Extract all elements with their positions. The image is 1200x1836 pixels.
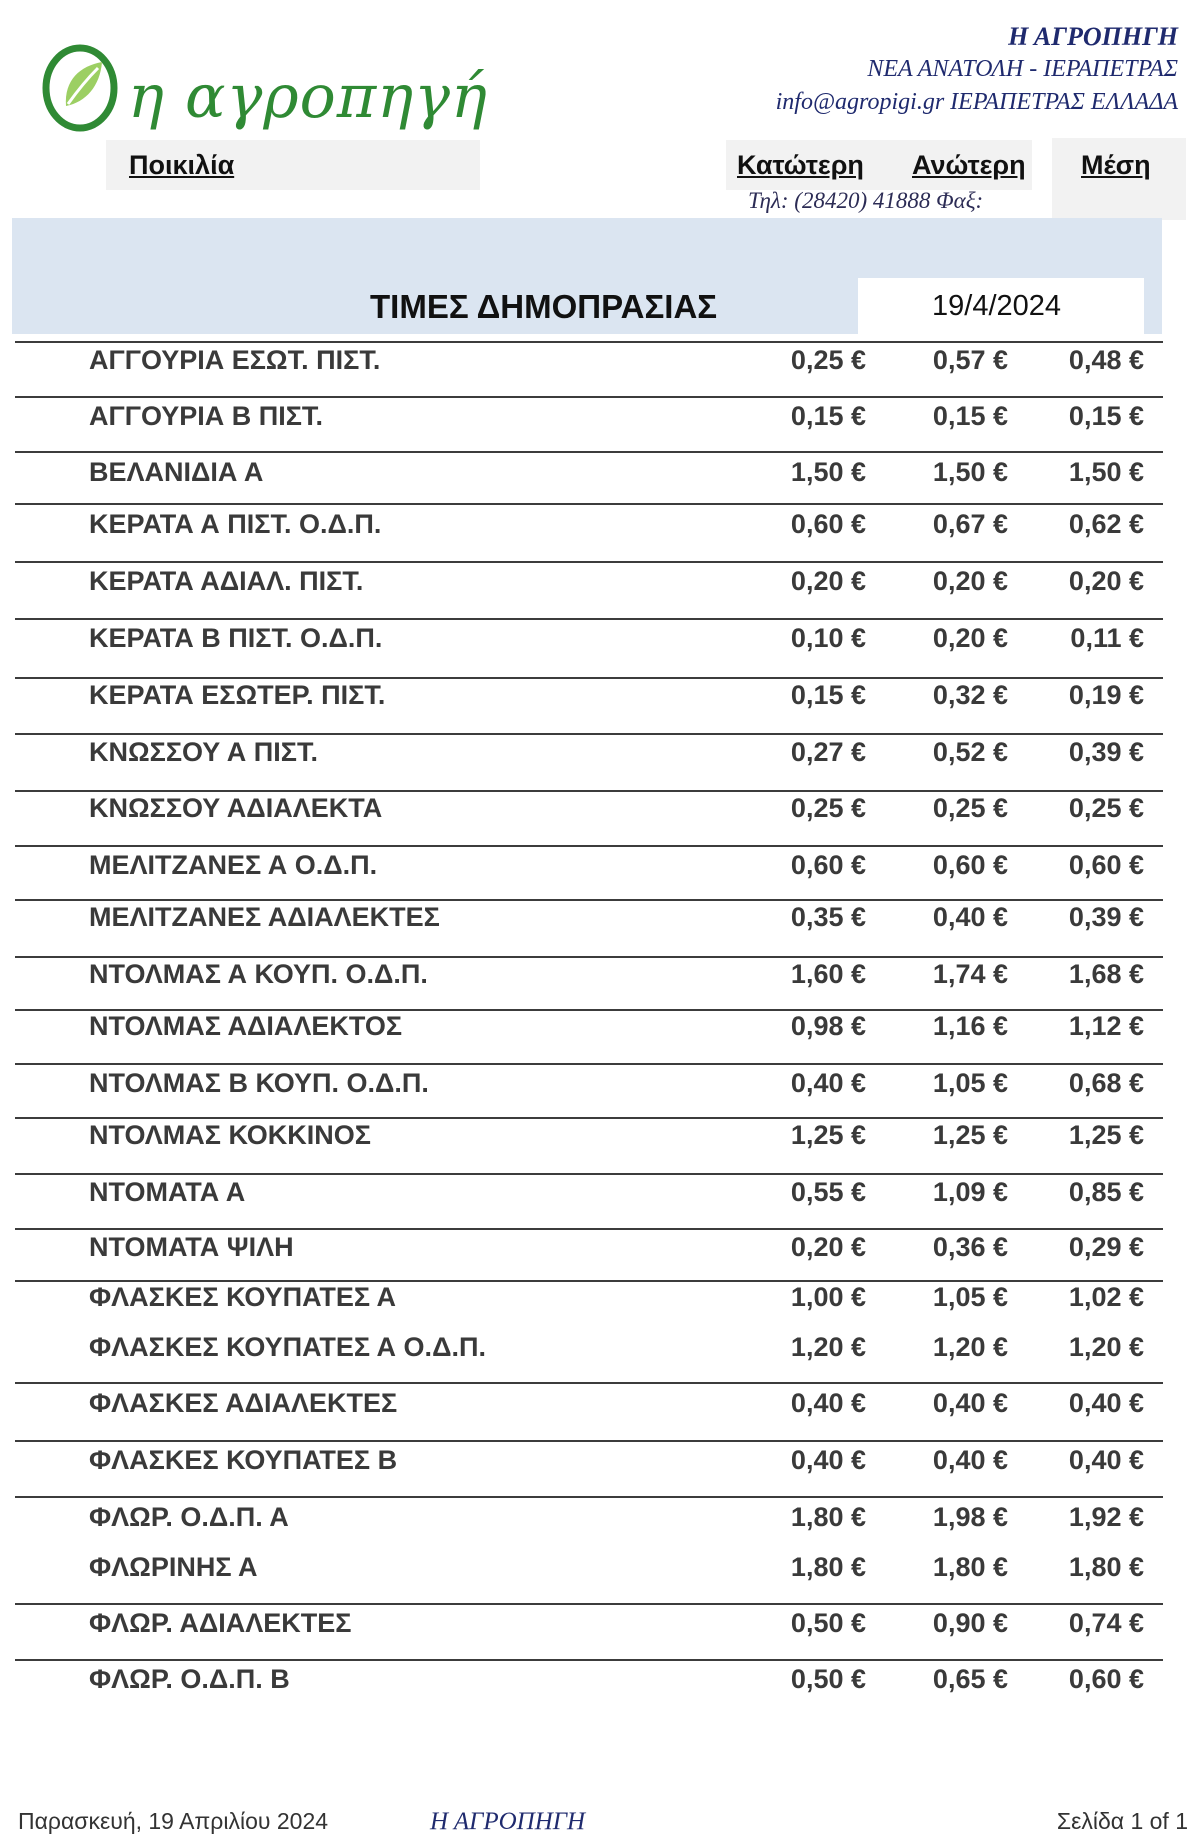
high-price: 1,05 €: [932, 1282, 1008, 1312]
low-price: 0,60 €: [790, 850, 866, 880]
low-price: 0,40 €: [790, 1388, 866, 1418]
variety-name: ΝΤΟΜΑΤΑ ΨΙΛΗ: [89, 1232, 294, 1262]
variety-name: ΚΕΡΑΤΑ Β ΠΙΣΤ. Ο.Δ.Π.: [89, 623, 383, 653]
avg-price: 0,74 €: [1068, 1608, 1144, 1638]
variety-name: ΦΛΩΡ. Ο.Δ.Π. Β: [89, 1664, 290, 1694]
low-price: 0,50 €: [790, 1608, 866, 1638]
variety-name: ΚΝΩΣΣΟΥ Α ΠΙΣΤ.: [89, 737, 319, 767]
table-row: [0, 336, 1200, 384]
variety-name: ΝΤΟΛΜΑΣ ΚΟΚΚΙΝΟΣ: [89, 1120, 371, 1150]
footer-page-number: Σελίδα 1 of 1: [1056, 1808, 1188, 1834]
table-row: [0, 728, 1200, 776]
table-row: [0, 671, 1200, 719]
table-row: [0, 614, 1200, 662]
avg-price: 1,92 €: [1068, 1502, 1144, 1532]
low-price: 1,20 €: [790, 1332, 866, 1362]
low-price: 0,25 €: [790, 793, 866, 823]
variety-name: ΝΤΟΛΜΑΣ Β ΚΟΥΠ. Ο.Δ.Π.: [89, 1068, 429, 1098]
avg-price: 0,85 €: [1068, 1177, 1144, 1207]
column-header-high: Ανώτερη: [912, 150, 1026, 180]
page-title: ΤΙΜΕΣ ΔΗΜΟΠΡΑΣΙΑΣ: [370, 288, 718, 325]
footer-company: Η ΑΓΡΟΠΗΓΗ: [430, 1808, 586, 1835]
avg-price: 1,02 €: [1068, 1282, 1144, 1312]
high-price: 1,05 €: [932, 1068, 1008, 1098]
table-row: [0, 557, 1200, 605]
table-row: [0, 1111, 1200, 1159]
low-price: 0,15 €: [790, 401, 866, 431]
low-price: 0,10 €: [790, 623, 866, 653]
avg-price: 0,19 €: [1068, 680, 1144, 710]
column-header-variety: Ποικιλία: [129, 150, 235, 180]
avg-price: 0,11 €: [1070, 623, 1144, 653]
table-row: [0, 1002, 1200, 1050]
table-row: [0, 1059, 1200, 1107]
avg-price: 0,40 €: [1068, 1388, 1144, 1418]
high-price: 0,40 €: [932, 902, 1008, 932]
company-name: Η ΑΓΡΟΠΗΓΗ: [1008, 22, 1178, 51]
auction-date: 19/4/2024: [932, 290, 1062, 322]
table-row: [0, 950, 1200, 998]
footer-date: Παρασκευή, 19 Απριλίου 2024: [18, 1808, 329, 1834]
variety-name: ΜΕΛΙΤΖΑΝΕΣ Α Ο.Δ.Π.: [89, 850, 378, 880]
variety-name: ΑΓΓΟΥΡΙΑ ΕΣΩΤ. ΠΙΣΤ.: [89, 345, 381, 375]
high-price: 0,25 €: [932, 793, 1008, 823]
low-price: 0,60 €: [790, 509, 866, 539]
variety-name: ΝΤΟΛΜΑΣ ΑΔΙΑΛΕΚΤΟΣ: [89, 1011, 403, 1041]
low-price: 1,60 €: [790, 959, 866, 989]
low-price: 0,20 €: [790, 566, 866, 596]
variety-name: ΚΕΡΑΤΑ ΕΣΩΤΕΡ. ΠΙΣΤ.: [89, 680, 386, 710]
avg-price: 0,29 €: [1068, 1232, 1144, 1262]
variety-name: ΚΕΡΑΤΑ Α ΠΙΣΤ. Ο.Δ.Π.: [89, 509, 382, 539]
high-price: 0,90 €: [932, 1608, 1008, 1638]
high-price: 1,16 €: [932, 1011, 1008, 1041]
avg-price: 0,68 €: [1068, 1068, 1144, 1098]
variety-name: ΦΛΑΣΚΕΣ ΚΟΥΠΑΤΕΣ Α: [89, 1282, 397, 1312]
high-price: 1,80 €: [932, 1552, 1008, 1582]
table-row: [0, 448, 1200, 496]
low-price: 0,50 €: [790, 1664, 866, 1694]
variety-name: ΦΛΩΡΙΝΗΣ Α: [89, 1552, 258, 1582]
table-row: [0, 1599, 1200, 1647]
high-price: 1,74 €: [932, 959, 1008, 989]
avg-price: 0,39 €: [1068, 902, 1144, 932]
high-price: 1,50 €: [932, 457, 1008, 487]
avg-price: 1,50 €: [1068, 457, 1144, 487]
logo-text: η αγροπηγή: [128, 62, 488, 132]
variety-name: ΒΕΛΑΝΙΔΙΑ Α: [89, 457, 264, 487]
table-row: [0, 500, 1200, 548]
avg-price: 0,25 €: [1068, 793, 1144, 823]
table-row: [0, 1223, 1200, 1271]
low-price: 1,25 €: [790, 1120, 866, 1150]
table-row: [0, 1493, 1200, 1541]
table-row: [0, 893, 1200, 941]
variety-name: ΝΤΟΛΜΑΣ Α ΚΟΥΠ. Ο.Δ.Π.: [89, 959, 428, 989]
low-price: 0,25 €: [790, 345, 866, 375]
low-price: 0,20 €: [790, 1232, 866, 1262]
high-price: 0,65 €: [932, 1664, 1008, 1694]
avg-price: 0,40 €: [1068, 1445, 1144, 1475]
company-phone: Τηλ: (28420) 41888 Φαξ:: [748, 188, 984, 213]
table-row: [0, 1379, 1200, 1427]
variety-name: ΦΛΑΣΚΕΣ ΑΔΙΑΛΕΚΤΕΣ: [89, 1388, 398, 1418]
high-price: 1,09 €: [932, 1177, 1008, 1207]
low-price: 0,35 €: [790, 902, 866, 932]
high-price: 0,32 €: [932, 680, 1008, 710]
avg-price: 0,20 €: [1068, 566, 1144, 596]
variety-name: ΦΛΑΣΚΕΣ ΚΟΥΠΑΤΕΣ Α Ο.Δ.Π.: [89, 1332, 486, 1362]
low-price: 0,15 €: [790, 680, 866, 710]
variety-name: ΝΤΟΜΑΤΑ Α: [89, 1177, 246, 1207]
company-email-city: info@agropigi.gr ΙΕΡΑΠΕΤΡΑΣ ΕΛΛΑΔΑ: [775, 89, 1178, 115]
avg-price: 0,48 €: [1068, 345, 1144, 375]
avg-price: 0,15 €: [1068, 401, 1144, 431]
high-price: 0,20 €: [932, 566, 1008, 596]
table-row: [0, 1436, 1200, 1484]
table-row: [0, 1655, 1200, 1703]
avg-price: 0,60 €: [1068, 1664, 1144, 1694]
table-row: [0, 1168, 1200, 1216]
high-price: 0,40 €: [932, 1388, 1008, 1418]
low-price: 0,55 €: [790, 1177, 866, 1207]
avg-price: 1,20 €: [1068, 1332, 1144, 1362]
high-price: 1,20 €: [932, 1332, 1008, 1362]
table-row: [0, 1543, 1200, 1591]
table-row: [0, 784, 1200, 832]
column-header-avg: Μέση: [1081, 150, 1151, 180]
low-price: 1,80 €: [790, 1502, 866, 1532]
high-price: 1,98 €: [932, 1502, 1008, 1532]
variety-name: ΜΕΛΙΤΖΑΝΕΣ ΑΔΙΑΛΕΚΤΕΣ: [89, 902, 440, 932]
table-row: [0, 1323, 1200, 1371]
avg-price: 1,68 €: [1068, 959, 1144, 989]
low-price: 0,27 €: [790, 737, 866, 767]
avg-price: 0,60 €: [1068, 850, 1144, 880]
low-price: 0,98 €: [790, 1011, 866, 1041]
high-price: 0,15 €: [932, 401, 1008, 431]
high-price: 0,40 €: [932, 1445, 1008, 1475]
high-price: 0,36 €: [932, 1232, 1008, 1262]
high-price: 0,52 €: [932, 737, 1008, 767]
low-price: 1,50 €: [790, 457, 866, 487]
low-price: 0,40 €: [790, 1445, 866, 1475]
high-price: 0,57 €: [932, 345, 1008, 375]
avg-price: 0,62 €: [1068, 509, 1144, 539]
variety-name: ΑΓΓΟΥΡΙΑ Β ΠΙΣΤ.: [89, 401, 323, 431]
high-price: 1,25 €: [932, 1120, 1008, 1150]
high-price: 0,60 €: [932, 850, 1008, 880]
avg-price: 0,39 €: [1068, 737, 1144, 767]
high-price: 0,67 €: [932, 509, 1008, 539]
avg-price: 1,25 €: [1068, 1120, 1144, 1150]
avg-price: 1,12 €: [1068, 1011, 1144, 1041]
column-header-low: Κατώτερη: [737, 150, 864, 180]
table-row: [0, 1273, 1200, 1321]
avg-price: 1,80 €: [1068, 1552, 1144, 1582]
variety-name: ΦΛΑΣΚΕΣ ΚΟΥΠΑΤΕΣ Β: [89, 1445, 398, 1475]
high-price: 0,20 €: [932, 623, 1008, 653]
variety-name: ΦΛΩΡ. Ο.Δ.Π. Α: [89, 1502, 289, 1532]
table-row: [0, 392, 1200, 440]
variety-name: ΚΝΩΣΣΟΥ ΑΔΙΑΛΕΚΤΑ: [89, 793, 383, 823]
low-price: 1,00 €: [790, 1282, 866, 1312]
company-address: ΝΕΑ ΑΝΑΤΟΛΗ - ΙΕΡΑΠΕΤΡΑΣ: [867, 56, 1178, 82]
low-price: 0,40 €: [790, 1068, 866, 1098]
variety-name: ΚΕΡΑΤΑ ΑΔΙΑΛ. ΠΙΣΤ.: [89, 566, 364, 596]
table-row: [0, 841, 1200, 889]
low-price: 1,80 €: [790, 1552, 866, 1582]
variety-name: ΦΛΩΡ. ΑΔΙΑΛΕΚΤΕΣ: [89, 1608, 352, 1638]
